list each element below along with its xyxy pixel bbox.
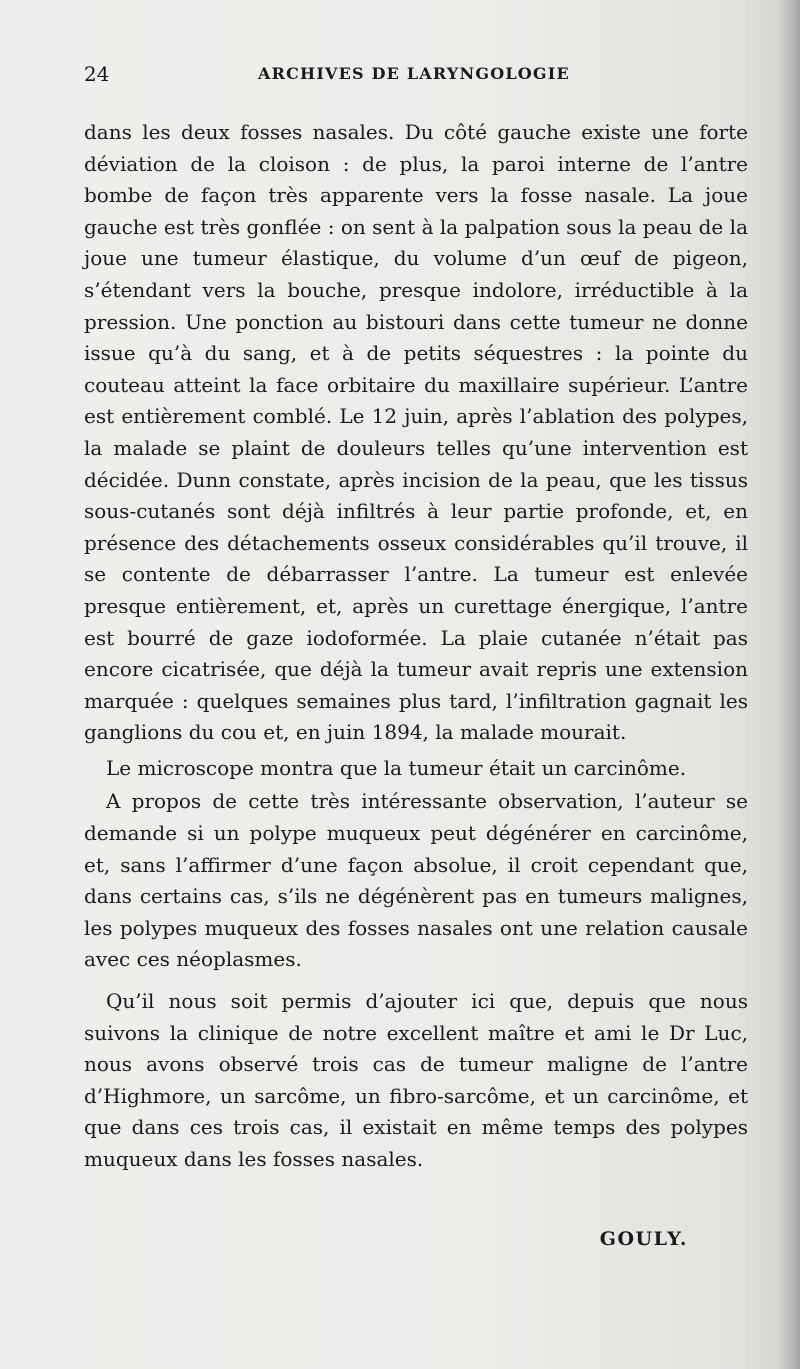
paragraph-discussion: A propos de cette très intéressante observation, l’auteur se demande si un polype muqueux peut dégénérer en carcinôme, et, sans l’affirmer d’une façon absolue, il croit cependant que, dans certains cas, s’ils ne dégénèrent pas en tumeurs malignes, les polypes muqueux des fosses nasales ont une relation causale avec ces néoplasmes. (84, 789, 748, 972)
journal-title: ARCHIVES DE LARYNGOLOGIE (258, 64, 570, 83)
page-gutter-shadow (778, 0, 800, 1369)
author-signature: GOULY. (599, 1228, 688, 1250)
paragraph-case-report: dans les deux fosses nasales. Du côté gauche existe une forte déviation de la cloison : de plus, la paroi interne de l’antre bombe de façon très apparente vers la fosse nasale. La joue gauche est très gonflée : on sent à la palpation sous la peau de la joue une tumeur élastique, du volume d’un œuf de pigeon, s’étendant vers la bouche, presque indolore, irréductible à la pression. Une ponction au bistouri dans cette tumeur ne donne issue qu’à du sang, et à de petits séquestres : la pointe du couteau atteint la face orbitaire du maxillaire supérieur. L’antre est entièrement comblé. Le 12 juin, après l’ablation des polypes, la malade se plaint de douleurs telles qu’une intervention est décidée. Dunn constate, après incision de la peau, que les tissus sous-cutanés sont déjà infiltrés à leur partie profonde, et, en présence des détachements osseux considérables qu’il trouve, il se contente de débarrasser l’antre. La tumeur est enlevée presque entièrement, et, après un curettage énergique, l’antre est bourré de gaze iodoformée. La plaie cutanée n’était pas encore cicatrisée, que déjà la tumeur avait repris une extension marquée : quelques semaines plus tard, l’infiltration gagnait les ganglions du cou et, en juin 1894, la malade mourait. (84, 120, 748, 745)
paragraph-addendum: Qu’il nous soit permis d’ajouter ici que, depuis que nous suivons la clinique de notre excellent maître et ami le Dr Luc, nous avons observé trois cas de tumeur maligne de l’antre d’Highmore, un sarcôme, un fibro-sarcôme, et un carcinôme, et que dans ces trois cas, il existait en même temps des polypes muqueux dans les fosses nasales. (84, 989, 748, 1171)
body-text (84, 117, 748, 1176)
page-number: 24 (84, 62, 110, 86)
running-head (84, 62, 744, 88)
paragraph-microscope: Le microscope montra que la tumeur était un carcinôme. (106, 755, 687, 780)
